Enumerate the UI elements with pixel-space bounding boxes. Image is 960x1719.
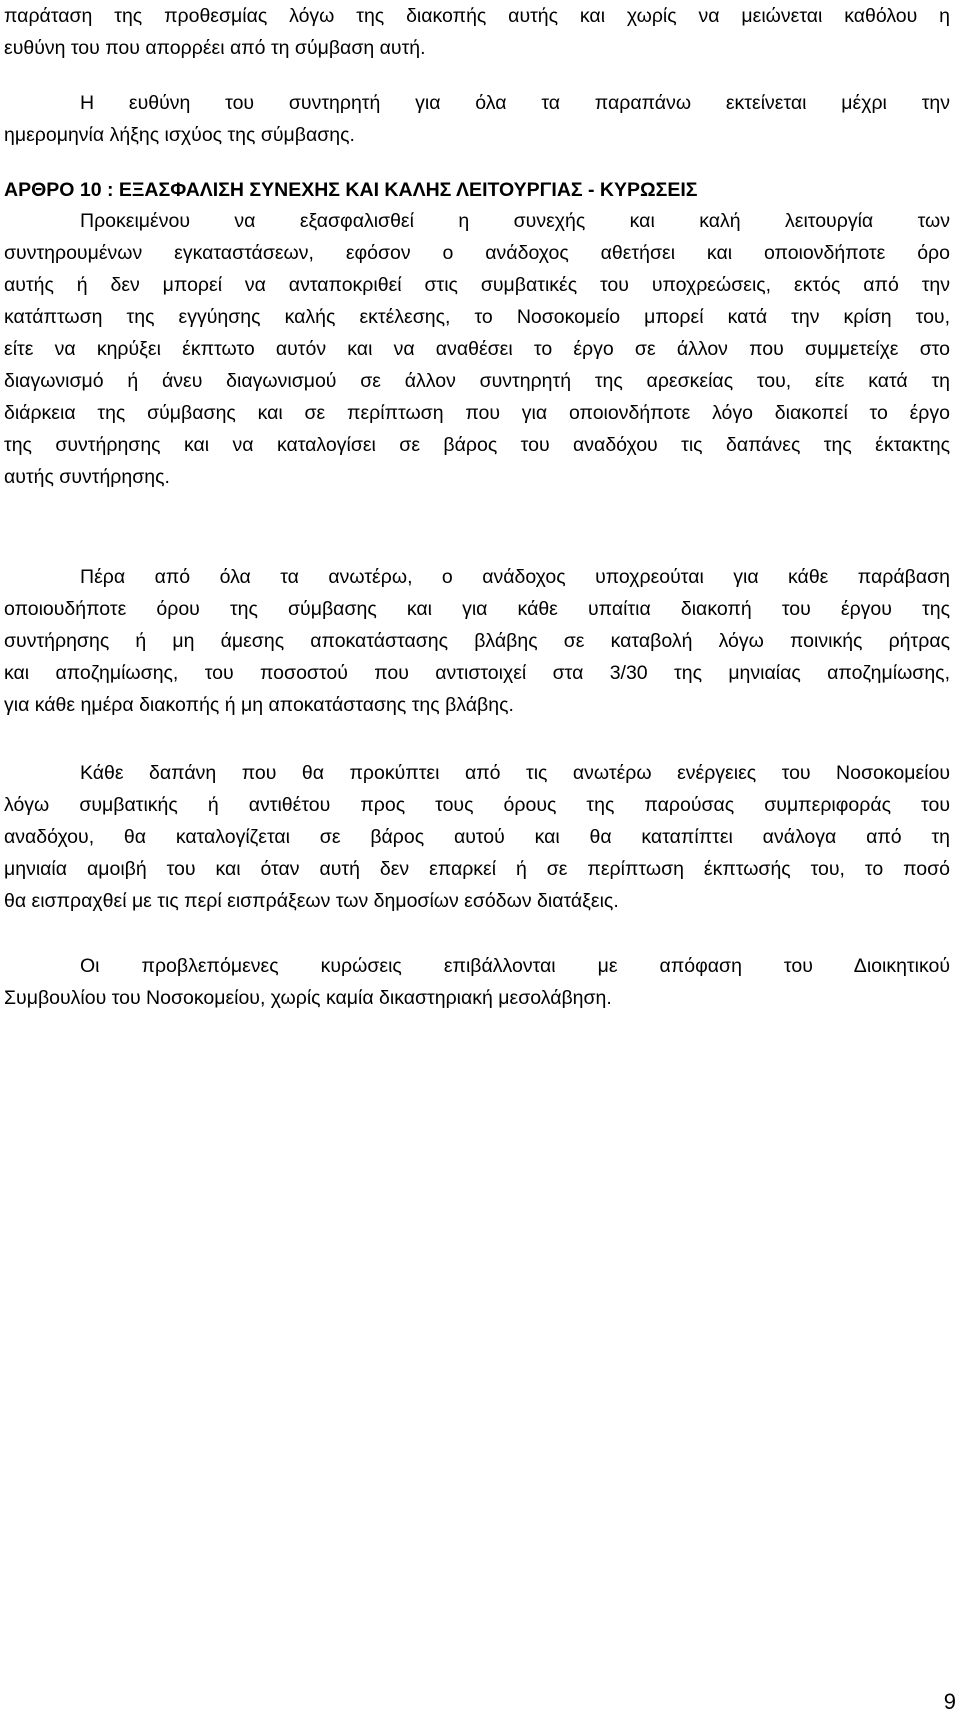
page-number: 9 — [943, 1689, 956, 1714]
text-line: της συντήρησης και να καταλογίσει σε βάρος του αναδόχου τις δαπάνες της έκτακτης — [4, 434, 950, 456]
text-line: οποιουδήποτε όρου της σύμβασης και για κάθε υπαίτια διακοπή του έργου της — [4, 598, 950, 620]
text-line: θα εισπραχθεί με τις περί εισπράξεων των δημοσίων εσόδων διατάξεις. — [4, 890, 619, 912]
text-line: Η ευθύνη του συντηρητή για όλα τα παραπάνω εκτείνεται μέχρι την — [80, 92, 950, 114]
text-line: Κάθε δαπάνη που θα προκύπτει από τις ανωτέρω ενέργειες του Νοσοκομείου — [80, 762, 950, 784]
text-line: Οι προβλεπόμενες κυρώσεις επιβάλλονται με απόφαση του Διοικητικού — [80, 955, 950, 977]
paragraph-article — [4, 205, 950, 493]
text-line: συντηρουμένων εγκαταστάσεων, εφόσον ο ανάδοχος αθετήσει και οποιονδήποτε όρο — [4, 242, 950, 264]
text-line: για κάθε ημέρα διακοπής ή μη αποκατάστασης της βλάβης. — [4, 694, 514, 716]
text-line: αναδόχου, θα καταλογίζεται σε βάρος αυτού και θα καταπίπτει ανάλογα από τη — [4, 826, 950, 848]
text-line: ευθύνη του που απορρέει από τη σύμβαση αυτή. — [4, 37, 426, 59]
text-line: Συμβουλίου του Νοσοκομείου, χωρίς καμία δικαστηριακή μεσολάβηση. — [4, 987, 612, 1009]
text-line: διάρκεια της σύμβασης και σε περίπτωση που για οποιονδήποτε λόγο διακοπεί το έργο — [4, 402, 950, 424]
text-line: Προκειμένου να εξασφαλισθεί η συνεχής και καλή λειτουργία των — [80, 210, 950, 232]
text-line: αυτής συντήρησης. — [4, 466, 170, 488]
text-line: και αποζημίωσης, του ποσοστού που αντιστοιχεί στα 3/30 της μηνιαίας αποζημίωσης, — [4, 662, 950, 684]
paragraph-continuation — [4, 0, 950, 64]
text-line: είτε να κηρύξει έκπτωτο αυτόν και να αναθέσει το έργο σε άλλον που συμμετείχε στο — [4, 338, 950, 360]
paragraph-sanctions — [4, 950, 950, 1014]
text-line: μηνιαία αμοιβή του και όταν αυτή δεν επαρκεί ή σε περίπτωση έκπτωσής του, το ποσό — [4, 858, 950, 880]
text-line: διαγωνισμό ή άνευ διαγωνισμού σε άλλον συντηρητή της αρεσκείας του, είτε κατά τη — [4, 370, 950, 392]
paragraph-penalty — [4, 561, 950, 721]
text-line: αυτής ή δεν μπορεί να ανταποκριθεί στις συμβατικές του υποχρεώσεις, εκτός από την — [4, 274, 950, 296]
text-line: κατάπτωση της εγγύησης καλής εκτέλεσης, το Νοσοκομείο μπορεί κατά την κρίση του, — [4, 306, 950, 328]
text-line: συντήρησης ή μη άμεσης αποκατάστασης βλάβης σε καταβολή λόγω ποινικής ρήτρας — [4, 630, 950, 652]
text-line: παράταση της προθεσμίας λόγω της διακοπής αυτής και χωρίς να μειώνεται καθόλου η — [4, 5, 950, 27]
article-heading — [4, 174, 950, 206]
paragraph-liability — [4, 87, 950, 151]
heading-text: ΑΡΘΡΟ 10 : ΕΞΑΣΦΑΛΙΣΗ ΣΥΝΕΧΗΣ ΚΑΙ ΚΑΛΗΣ ΛΕΙΤΟΥΡΓΙΑΣ - ΚΥΡΩΣΕΙΣ — [4, 179, 698, 201]
paragraph-expenses — [4, 757, 950, 917]
text-line: Πέρα από όλα τα ανωτέρω, ο ανάδοχος υποχρεούται για κάθε παράβαση — [80, 566, 950, 588]
text-line: ημερομηνία λήξης ισχύος της σύμβασης. — [4, 124, 355, 146]
text-line: λόγω συμβατικής ή αντιθέτου προς τους όρους της παρούσας συμπεριφοράς του — [4, 794, 950, 816]
